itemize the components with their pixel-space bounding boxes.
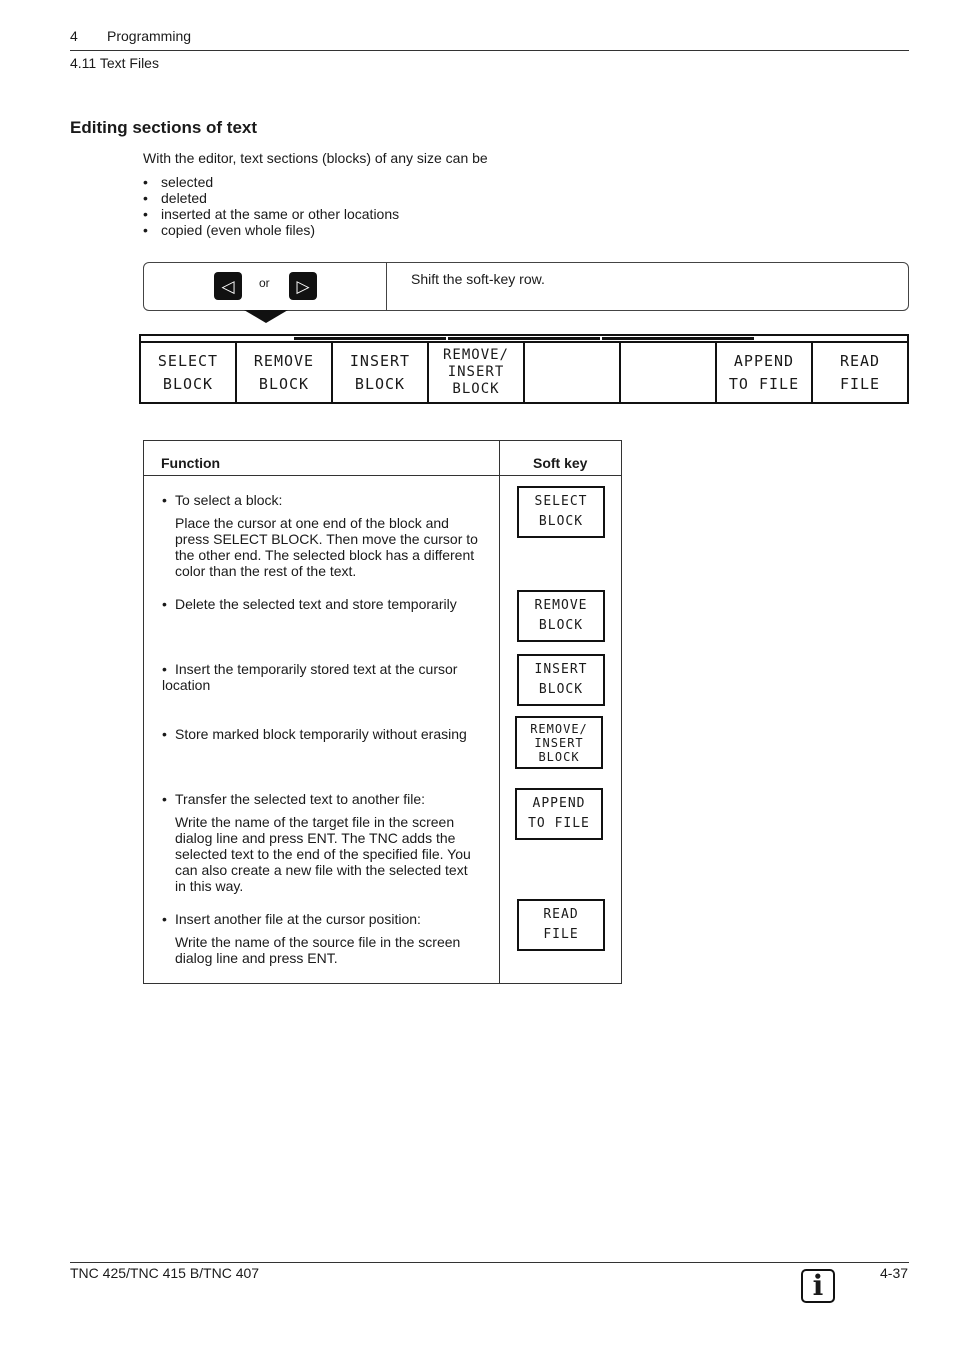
- page-title: Editing sections of text: [70, 118, 258, 137]
- capability-list: [143, 174, 399, 238]
- shift-description: Shift the soft-key row.: [411, 271, 545, 287]
- row-function: • Delete the selected text and store temporarily: [162, 596, 482, 612]
- table-row: [162, 596, 482, 612]
- row-function: • To select a block:: [162, 492, 482, 508]
- pointer-triangle-icon: [244, 310, 288, 323]
- arrow-left-key-icon[interactable]: ◁: [214, 272, 242, 300]
- shift-softkey-box: [143, 262, 909, 311]
- softkey-read-file[interactable]: READ FILE: [839, 351, 881, 393]
- softkey-empty[interactable]: [525, 343, 621, 402]
- softkey-empty[interactable]: [621, 343, 717, 402]
- softkey-select-block-button[interactable]: SELECT BLOCK: [517, 486, 605, 538]
- softkey-remove-insert-block[interactable]: REMOVE/ INSERT BLOCK: [429, 343, 525, 402]
- softkey-level-segment: [448, 337, 600, 340]
- footer-models: TNC 425/TNC 415 B/TNC 407: [70, 1265, 260, 1281]
- list-item: • deleted: [143, 190, 399, 206]
- softkey-remove-block[interactable]: REMOVE BLOCK: [237, 343, 333, 402]
- arrow-right-key-icon[interactable]: ▷: [289, 272, 317, 300]
- softkey-level-segment: [602, 337, 754, 340]
- softkey-row: [139, 341, 909, 404]
- table-row: [162, 661, 482, 693]
- softkey-read-file-button[interactable]: READ FILE: [517, 899, 605, 951]
- table-row: [162, 911, 482, 966]
- softkey-append-to-file[interactable]: APPEND TO FILE: [717, 343, 813, 402]
- softkey-insert-block-button[interactable]: INSERT BLOCK: [517, 654, 605, 706]
- chapter-number: 4: [70, 28, 78, 44]
- row-function: • Store marked block temporarily without erasing: [162, 726, 482, 742]
- row-function: • Insert the temporarily stored text at the cursor location: [162, 661, 482, 693]
- header-divider: [144, 475, 621, 476]
- chapter-title: Programming: [107, 28, 192, 44]
- page-number: 4-37: [880, 1265, 909, 1281]
- function-table: [143, 440, 622, 984]
- section-title: 4.11 Text Files: [70, 55, 159, 71]
- column-divider: [499, 441, 500, 983]
- softkey-select-block[interactable]: SELECT BLOCK: [141, 343, 237, 402]
- softkey-level-segment: [294, 337, 446, 340]
- row-detail: Place the cursor at one end of the block and press SELECT BLOCK. Then move the cursor to the other end. The selected block has a different color than the rest of the text.: [175, 515, 478, 579]
- row-function: • Transfer the selected text to another file:: [162, 791, 482, 807]
- row-detail: Write the name of the target file in the screen dialog line and press ENT. The TNC adds the selected text to the end of the specified file. You can also create a new file with the selected text in this way.: [175, 814, 471, 894]
- footer-rule: [70, 1262, 909, 1263]
- table-row: [162, 791, 482, 894]
- softkey-remove-insert-block-button[interactable]: REMOVE/ INSERT BLOCK: [515, 716, 603, 769]
- column-header-function: Function: [161, 455, 221, 471]
- or-label: or: [259, 276, 270, 290]
- list-item: • selected: [143, 174, 399, 190]
- list-item: • copied (even whole files): [143, 222, 399, 238]
- list-item: • inserted at the same or other locations: [143, 206, 399, 222]
- header-rule: [70, 50, 909, 51]
- softkey-remove-block-button[interactable]: REMOVE BLOCK: [517, 590, 605, 642]
- box-divider: [386, 263, 387, 310]
- intro-text: With the editor, text sections (blocks) of any size can be: [143, 150, 488, 166]
- row-function: • Insert another file at the cursor position:: [162, 911, 482, 927]
- row-detail: Write the name of the source file in the screen dialog line and press ENT.: [175, 934, 461, 966]
- column-header-softkey: Soft key: [533, 455, 588, 471]
- table-row: [162, 726, 482, 742]
- softkey-append-to-file-button[interactable]: APPEND TO FILE: [515, 788, 603, 840]
- table-row: [162, 492, 482, 579]
- softkey-insert-block[interactable]: INSERT BLOCK: [333, 343, 429, 402]
- info-icon: i: [801, 1269, 835, 1303]
